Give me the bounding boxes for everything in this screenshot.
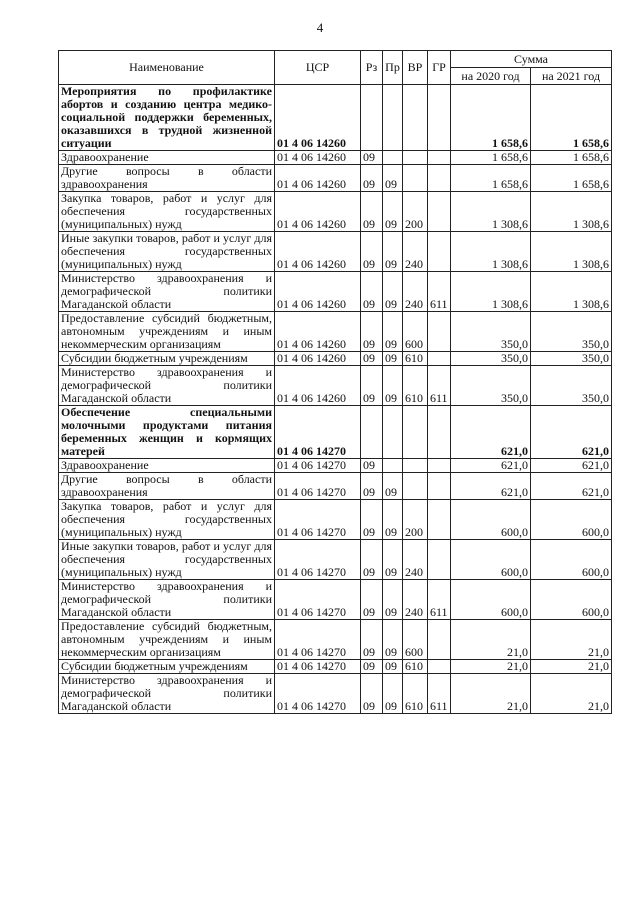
cell-name: Предоставление субсидий бюджетным, автономным учреждениям и иным некоммерческим организациям bbox=[59, 620, 275, 660]
cell-rz: 09 bbox=[361, 473, 383, 500]
cell-name: Субсидии бюджетным учреждениям bbox=[59, 660, 275, 674]
cell-sum-2020: 1 658,6 bbox=[451, 165, 531, 192]
table-row bbox=[59, 580, 612, 620]
cell-csr: 01 4 06 14270 bbox=[275, 459, 361, 473]
cell-gr bbox=[428, 192, 451, 232]
table-row bbox=[59, 674, 612, 714]
cell-sum-2021: 1 308,6 bbox=[531, 232, 612, 272]
cell-name: Здравоохранение bbox=[59, 459, 275, 473]
cell-gr: 611 bbox=[428, 674, 451, 714]
cell-rz: 09 bbox=[361, 151, 383, 165]
cell-csr: 01 4 06 14270 bbox=[275, 674, 361, 714]
cell-sum-2021: 621,0 bbox=[531, 459, 612, 473]
cell-sum-2021: 21,0 bbox=[531, 620, 612, 660]
table-row bbox=[59, 232, 612, 272]
cell-rz: 09 bbox=[361, 192, 383, 232]
table-row bbox=[59, 272, 612, 312]
cell-rz: 09 bbox=[361, 352, 383, 366]
cell-sum-2021: 350,0 bbox=[531, 366, 612, 406]
cell-sum-2021: 600,0 bbox=[531, 540, 612, 580]
cell-vr: 610 bbox=[403, 366, 428, 406]
cell-rz: 09 bbox=[361, 500, 383, 540]
cell-sum-2021: 1 658,6 bbox=[531, 165, 612, 192]
cell-pr: 09 bbox=[383, 500, 403, 540]
cell-csr: 01 4 06 14260 bbox=[275, 232, 361, 272]
cell-csr: 01 4 06 14260 bbox=[275, 165, 361, 192]
cell-pr: 09 bbox=[383, 660, 403, 674]
cell-gr bbox=[428, 232, 451, 272]
cell-rz: 09 bbox=[361, 620, 383, 660]
cell-rz: 09 bbox=[361, 366, 383, 406]
cell-csr: 01 4 06 14270 bbox=[275, 660, 361, 674]
cell-rz: 09 bbox=[361, 312, 383, 352]
cell-csr: 01 4 06 14270 bbox=[275, 406, 361, 459]
cell-sum-2021: 1 658,6 bbox=[531, 85, 612, 151]
header-rz: Рз bbox=[361, 51, 383, 85]
cell-name: Министерство здравоохранения и демографической политики Магаданской области bbox=[59, 272, 275, 312]
header-csr: ЦСР bbox=[275, 51, 361, 85]
cell-name: Иные закупки товаров, работ и услуг для обеспечения государственных (муниципальных) нужд bbox=[59, 232, 275, 272]
table-row bbox=[59, 192, 612, 232]
cell-gr bbox=[428, 165, 451, 192]
cell-name: Другие вопросы в области здравоохранения bbox=[59, 165, 275, 192]
table-row bbox=[59, 165, 612, 192]
cell-vr bbox=[403, 473, 428, 500]
cell-sum-2021: 21,0 bbox=[531, 674, 612, 714]
cell-name: Закупка товаров, работ и услуг для обеспечения государственных (муниципальных) нужд bbox=[59, 192, 275, 232]
cell-pr: 09 bbox=[383, 232, 403, 272]
cell-csr: 01 4 06 14260 bbox=[275, 366, 361, 406]
cell-vr bbox=[403, 85, 428, 151]
header-sum: Сумма bbox=[451, 51, 612, 68]
cell-rz: 09 bbox=[361, 660, 383, 674]
cell-pr bbox=[383, 151, 403, 165]
cell-vr bbox=[403, 151, 428, 165]
cell-pr: 09 bbox=[383, 580, 403, 620]
cell-csr: 01 4 06 14260 bbox=[275, 352, 361, 366]
header-pr: Пр bbox=[383, 51, 403, 85]
cell-sum-2021: 1 308,6 bbox=[531, 192, 612, 232]
cell-gr bbox=[428, 620, 451, 660]
cell-csr: 01 4 06 14270 bbox=[275, 580, 361, 620]
cell-sum-2021: 600,0 bbox=[531, 580, 612, 620]
cell-name: Субсидии бюджетным учреждениям bbox=[59, 352, 275, 366]
cell-sum-2020: 350,0 bbox=[451, 352, 531, 366]
cell-rz: 09 bbox=[361, 459, 383, 473]
cell-sum-2021: 1 658,6 bbox=[531, 151, 612, 165]
table-row bbox=[59, 151, 612, 165]
cell-csr: 01 4 06 14270 bbox=[275, 620, 361, 660]
cell-csr: 01 4 06 14260 bbox=[275, 272, 361, 312]
cell-pr: 09 bbox=[383, 366, 403, 406]
cell-rz: 09 bbox=[361, 272, 383, 312]
table-row bbox=[59, 352, 612, 366]
cell-gr bbox=[428, 660, 451, 674]
cell-sum-2020: 1 658,6 bbox=[451, 151, 531, 165]
cell-vr: 610 bbox=[403, 352, 428, 366]
cell-gr bbox=[428, 151, 451, 165]
cell-rz bbox=[361, 406, 383, 459]
cell-csr: 01 4 06 14260 bbox=[275, 312, 361, 352]
header-year-2021: на 2021 год bbox=[531, 68, 612, 85]
cell-vr: 600 bbox=[403, 620, 428, 660]
cell-gr: 611 bbox=[428, 272, 451, 312]
table-row bbox=[59, 406, 612, 459]
cell-gr: 611 bbox=[428, 580, 451, 620]
cell-vr: 610 bbox=[403, 660, 428, 674]
cell-csr: 01 4 06 14270 bbox=[275, 540, 361, 580]
cell-sum-2020: 600,0 bbox=[451, 500, 531, 540]
cell-pr bbox=[383, 85, 403, 151]
cell-vr bbox=[403, 165, 428, 192]
table-row bbox=[59, 85, 612, 151]
header-gr: ГР bbox=[428, 51, 451, 85]
cell-sum-2020: 350,0 bbox=[451, 366, 531, 406]
cell-csr: 01 4 06 14260 bbox=[275, 85, 361, 151]
header-name: Наименование bbox=[59, 51, 275, 85]
cell-pr bbox=[383, 406, 403, 459]
cell-gr bbox=[428, 312, 451, 352]
cell-pr: 09 bbox=[383, 674, 403, 714]
header-vr: ВР bbox=[403, 51, 428, 85]
cell-pr: 09 bbox=[383, 620, 403, 660]
cell-sum-2020: 621,0 bbox=[451, 406, 531, 459]
cell-sum-2020: 621,0 bbox=[451, 459, 531, 473]
cell-sum-2020: 1 308,6 bbox=[451, 232, 531, 272]
cell-rz bbox=[361, 85, 383, 151]
table-row bbox=[59, 620, 612, 660]
cell-name: Закупка товаров, работ и услуг для обеспечения государственных (муниципальных) нужд bbox=[59, 500, 275, 540]
cell-sum-2021: 621,0 bbox=[531, 406, 612, 459]
cell-vr: 240 bbox=[403, 272, 428, 312]
table-row bbox=[59, 473, 612, 500]
cell-sum-2020: 600,0 bbox=[451, 580, 531, 620]
cell-sum-2020: 1 658,6 bbox=[451, 85, 531, 151]
cell-sum-2021: 621,0 bbox=[531, 473, 612, 500]
cell-gr bbox=[428, 352, 451, 366]
cell-gr: 611 bbox=[428, 366, 451, 406]
cell-name: Министерство здравоохранения и демографической политики Магаданской области bbox=[59, 674, 275, 714]
table-row bbox=[59, 540, 612, 580]
cell-pr: 09 bbox=[383, 473, 403, 500]
cell-sum-2020: 600,0 bbox=[451, 540, 531, 580]
cell-gr bbox=[428, 85, 451, 151]
cell-sum-2020: 1 308,6 bbox=[451, 192, 531, 232]
table-row bbox=[59, 312, 612, 352]
header-year-2020: на 2020 год bbox=[451, 68, 531, 85]
cell-sum-2021: 600,0 bbox=[531, 500, 612, 540]
cell-csr: 01 4 06 14260 bbox=[275, 151, 361, 165]
cell-vr bbox=[403, 459, 428, 473]
cell-sum-2020: 21,0 bbox=[451, 660, 531, 674]
table-row bbox=[59, 500, 612, 540]
cell-rz: 09 bbox=[361, 674, 383, 714]
cell-name: Мероприятия по профилактике абортов и созданию центра медико-социальной поддержки беременных, оказавшихся в трудной жизненной ситуации bbox=[59, 85, 275, 151]
cell-rz: 09 bbox=[361, 540, 383, 580]
cell-pr: 09 bbox=[383, 540, 403, 580]
cell-sum-2020: 621,0 bbox=[451, 473, 531, 500]
cell-csr: 01 4 06 14260 bbox=[275, 192, 361, 232]
cell-sum-2021: 21,0 bbox=[531, 660, 612, 674]
table-row bbox=[59, 459, 612, 473]
cell-sum-2021: 350,0 bbox=[531, 352, 612, 366]
cell-vr: 200 bbox=[403, 500, 428, 540]
cell-gr bbox=[428, 406, 451, 459]
cell-sum-2020: 1 308,6 bbox=[451, 272, 531, 312]
cell-name: Обеспечение специальными молочными продуктами питания беременных женщин и кормящих матерей bbox=[59, 406, 275, 459]
cell-csr: 01 4 06 14270 bbox=[275, 473, 361, 500]
cell-sum-2020: 350,0 bbox=[451, 312, 531, 352]
cell-pr: 09 bbox=[383, 165, 403, 192]
cell-sum-2021: 1 308,6 bbox=[531, 272, 612, 312]
cell-sum-2020: 21,0 bbox=[451, 674, 531, 714]
cell-pr bbox=[383, 459, 403, 473]
page-number: 4 bbox=[316, 20, 324, 35]
cell-name: Здравоохранение bbox=[59, 151, 275, 165]
cell-pr: 09 bbox=[383, 352, 403, 366]
cell-pr: 09 bbox=[383, 192, 403, 232]
cell-vr: 600 bbox=[403, 312, 428, 352]
cell-vr: 240 bbox=[403, 540, 428, 580]
cell-name: Министерство здравоохранения и демографической политики Магаданской области bbox=[59, 580, 275, 620]
cell-gr bbox=[428, 459, 451, 473]
cell-gr bbox=[428, 500, 451, 540]
cell-name: Предоставление субсидий бюджетным, автономным учреждениям и иным некоммерческим организациям bbox=[59, 312, 275, 352]
cell-gr bbox=[428, 473, 451, 500]
cell-rz: 09 bbox=[361, 232, 383, 272]
cell-pr: 09 bbox=[383, 272, 403, 312]
cell-csr: 01 4 06 14270 bbox=[275, 500, 361, 540]
table-row bbox=[59, 660, 612, 674]
cell-name: Иные закупки товаров, работ и услуг для обеспечения государственных (муниципальных) нужд bbox=[59, 540, 275, 580]
cell-rz: 09 bbox=[361, 165, 383, 192]
cell-name: Другие вопросы в области здравоохранения bbox=[59, 473, 275, 500]
cell-sum-2020: 21,0 bbox=[451, 620, 531, 660]
cell-vr bbox=[403, 406, 428, 459]
cell-rz: 09 bbox=[361, 580, 383, 620]
cell-sum-2021: 350,0 bbox=[531, 312, 612, 352]
budget-table bbox=[58, 50, 612, 714]
cell-vr: 610 bbox=[403, 674, 428, 714]
table-body bbox=[59, 85, 612, 714]
cell-pr: 09 bbox=[383, 312, 403, 352]
cell-vr: 200 bbox=[403, 192, 428, 232]
cell-vr: 240 bbox=[403, 232, 428, 272]
table-row bbox=[59, 366, 612, 406]
cell-vr: 240 bbox=[403, 580, 428, 620]
cell-name: Министерство здравоохранения и демографической политики Магаданской области bbox=[59, 366, 275, 406]
cell-gr bbox=[428, 540, 451, 580]
